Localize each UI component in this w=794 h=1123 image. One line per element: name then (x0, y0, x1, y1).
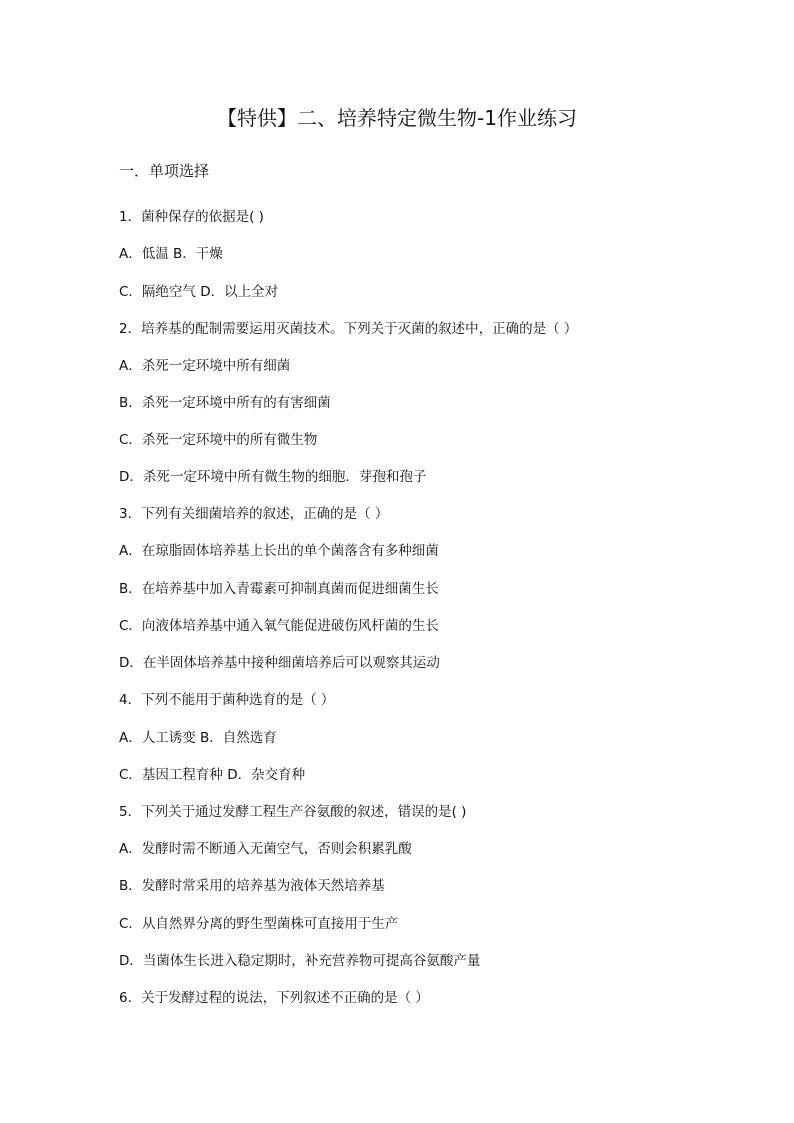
question-1-options-ab: A．低温 B．干燥 (119, 246, 223, 262)
document-title: 【特供】二、培养特定微生物-1作业练习 (217, 106, 577, 130)
question-2-option-a: A．杀死一定环境中所有细菌 (119, 358, 291, 374)
question-3-option-b: B．在培养基中加入青霉素可抑制真菌而促进细菌生长 (119, 581, 439, 597)
question-5-option-d: D．当菌体生长进入稳定期时，补充营养物可提高谷氨酸产量 (119, 953, 481, 969)
question-4-options-ab: A．人工诱变 B．自然选育 (119, 730, 277, 746)
question-1-stem: 1．菌种保存的依据是( ) (119, 209, 264, 225)
section-heading: 一．单项选择 (119, 162, 210, 180)
question-2-option-c: C．杀死一定环境中的所有微生物 (119, 432, 318, 448)
question-2-option-b: B．杀死一定环境中所有的有害细菌 (119, 395, 331, 411)
question-6-stem: 6．关于发酵过程的说法，下列叙述不正确的是（ ） (119, 990, 429, 1006)
question-1-options-cd: C．隔绝空气 D．以上全对 (119, 284, 279, 300)
question-2-option-d: D．杀死一定环境中所有微生物的细胞．芽孢和孢子 (119, 469, 427, 485)
question-3-option-d: D．在半固体培养基中接种细菌培养后可以观察其运动 (119, 655, 440, 671)
question-5-stem: 5．下列关于通过发酵工程生产谷氨酸的叙述，错误的是( ) (119, 804, 467, 820)
question-2-stem: 2．培养基的配制需要运用灭菌技术。下列关于灭菌的叙述中，正确的是（ ） (119, 321, 578, 337)
question-5-option-c: C．从自然界分离的野生型菌株可直接用于生产 (119, 916, 399, 932)
question-3-option-a: A．在琼脂固体培养基上长出的单个菌落含有多种细菌 (119, 543, 439, 559)
question-3-option-c: C．向液体培养基中通入氧气能促进破伤风杆菌的生长 (119, 618, 439, 634)
question-4-options-cd: C．基因工程育种 D．杂交育种 (119, 767, 306, 783)
question-3-stem: 3．下列有关细菌培养的叙述，正确的是（ ） (119, 506, 389, 522)
question-5-option-b: B．发酵时常采用的培养基为液体天然培养基 (119, 878, 385, 894)
question-4-stem: 4．下列不能用于菌种选育的是（ ） (119, 692, 335, 708)
question-5-option-a: A．发酵时需不断通入无菌空气，否则会积累乳酸 (119, 841, 412, 857)
